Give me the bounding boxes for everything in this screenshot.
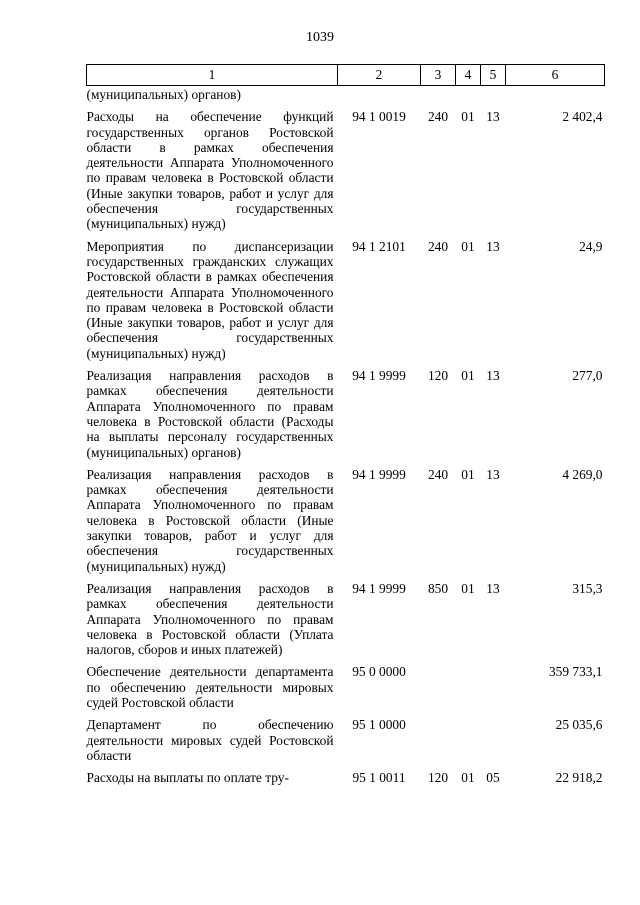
row-vr: 850 bbox=[427, 580, 449, 596]
row-sum: 2 402,4 bbox=[562, 109, 603, 125]
row-pr: 13 bbox=[486, 109, 500, 125]
row-name: Обеспечение деятельности департамента по обеспечению деятельности мировых судей Ростовской области bbox=[86, 664, 334, 710]
row-vr bbox=[421, 657, 456, 710]
row-pr: 13 bbox=[486, 368, 500, 384]
row-vr bbox=[421, 86, 456, 103]
header-cell-csr: 2 bbox=[338, 65, 421, 86]
row-csr: 94 1 2101 bbox=[352, 238, 406, 254]
table-row bbox=[87, 86, 605, 103]
row-vr: 120 bbox=[427, 770, 449, 786]
row-csr: 94 1 0019 bbox=[352, 109, 406, 125]
row-csr: 94 1 9999 bbox=[352, 580, 406, 596]
row-vr: 240 bbox=[427, 466, 449, 482]
row-pr: 13 bbox=[486, 580, 500, 596]
table-row bbox=[87, 657, 605, 710]
row-vr: 240 bbox=[427, 238, 449, 254]
row-sum: 22 918,2 bbox=[555, 770, 603, 786]
row-pr bbox=[481, 657, 506, 710]
row-sum: 4 269,0 bbox=[562, 466, 603, 482]
row-sum: 25 035,6 bbox=[555, 717, 603, 733]
row-rz bbox=[456, 86, 481, 103]
row-vr bbox=[421, 710, 456, 763]
table-row bbox=[87, 460, 605, 574]
header-cell-name: 1 bbox=[87, 65, 338, 86]
header-row bbox=[87, 65, 605, 86]
table-row bbox=[87, 574, 605, 657]
row-pr bbox=[481, 710, 506, 763]
row-rz bbox=[456, 710, 481, 763]
page-number: 1039 bbox=[306, 30, 334, 45]
row-rz: 01 bbox=[461, 770, 475, 786]
table-row bbox=[87, 710, 605, 763]
header-cell-vr: 3 bbox=[421, 65, 456, 86]
row-pr: 13 bbox=[486, 238, 500, 254]
row-name: Департамент по обеспечению деятельности мировых судей Ростовской области bbox=[86, 717, 334, 763]
row-sum: 277,0 bbox=[572, 368, 603, 384]
table-row bbox=[87, 102, 605, 231]
row-csr: 94 1 9999 bbox=[352, 466, 406, 482]
row-csr: 95 1 0011 bbox=[352, 770, 406, 786]
row-rz bbox=[456, 657, 481, 710]
row-rz: 01 bbox=[461, 368, 475, 384]
table-row bbox=[87, 232, 605, 361]
row-sum: 24,9 bbox=[579, 238, 603, 254]
header-cell-pr: 5 bbox=[481, 65, 506, 86]
row-sum bbox=[506, 86, 605, 103]
row-name: Расходы на выплаты по оплате тру- bbox=[86, 770, 289, 786]
row-name: (муниципальных) органов) bbox=[86, 87, 241, 102]
row-name: Мероприятия по диспансеризации государственных гражданских служащих Ростовской области в рамках обеспечения деятельности Аппарата Уполномоченного по правам человека в Ростовской области (Иные закупки товаров, работ и услуг для обеспечения государственных (муниципальных) нужд) bbox=[86, 238, 334, 361]
row-vr: 120 bbox=[427, 368, 449, 384]
header-cell-rz: 4 bbox=[456, 65, 481, 86]
row-sum: 359 733,1 bbox=[548, 664, 603, 680]
budget-table bbox=[86, 64, 605, 785]
table-row bbox=[87, 361, 605, 460]
header-cell-sum: 6 bbox=[506, 65, 605, 86]
row-name: Расходы на обеспечение функций государственных органов Ростовской области в рамках обеспечения деятельности Аппарата Уполномоченного по правам человека в Ростовской области (Иные закупки товаров, работ и услуг для обеспечения государственных (муниципальных) нужд) bbox=[86, 109, 334, 232]
row-csr: 94 1 9999 bbox=[352, 368, 406, 384]
row-name: Реализация направления расходов в рамках обеспечения деятельности Аппарата Уполномоченного по правам человека в Ростовской области (Иные закупки товаров, работ и услуг для обеспечения государственных (муниципальных) нужд) bbox=[86, 466, 334, 574]
table-row bbox=[87, 763, 605, 785]
row-vr: 240 bbox=[427, 109, 449, 125]
row-name: Реализация направления расходов в рамках обеспечения деятельности Аппарата Уполномоченного по правам человека в Ростовской области (Уплата налогов, сборов и иных платежей) bbox=[86, 580, 334, 658]
row-name: Реализация направления расходов в рамках обеспечения деятельности Аппарата Уполномоченного по правам человека в Ростовской области (Расходы на выплаты персоналу государственных (муниципальных) органов) bbox=[86, 368, 334, 460]
row-pr: 13 bbox=[486, 466, 500, 482]
row-csr: 95 0 0000 bbox=[352, 664, 406, 680]
row-csr bbox=[338, 86, 421, 103]
row-pr: 05 bbox=[486, 770, 500, 786]
row-sum: 315,3 bbox=[572, 580, 603, 596]
row-rz: 01 bbox=[461, 466, 475, 482]
row-rz: 01 bbox=[461, 238, 475, 254]
row-csr: 95 1 0000 bbox=[352, 717, 406, 733]
row-rz: 01 bbox=[461, 109, 475, 125]
row-pr bbox=[481, 86, 506, 103]
row-rz: 01 bbox=[461, 580, 475, 596]
